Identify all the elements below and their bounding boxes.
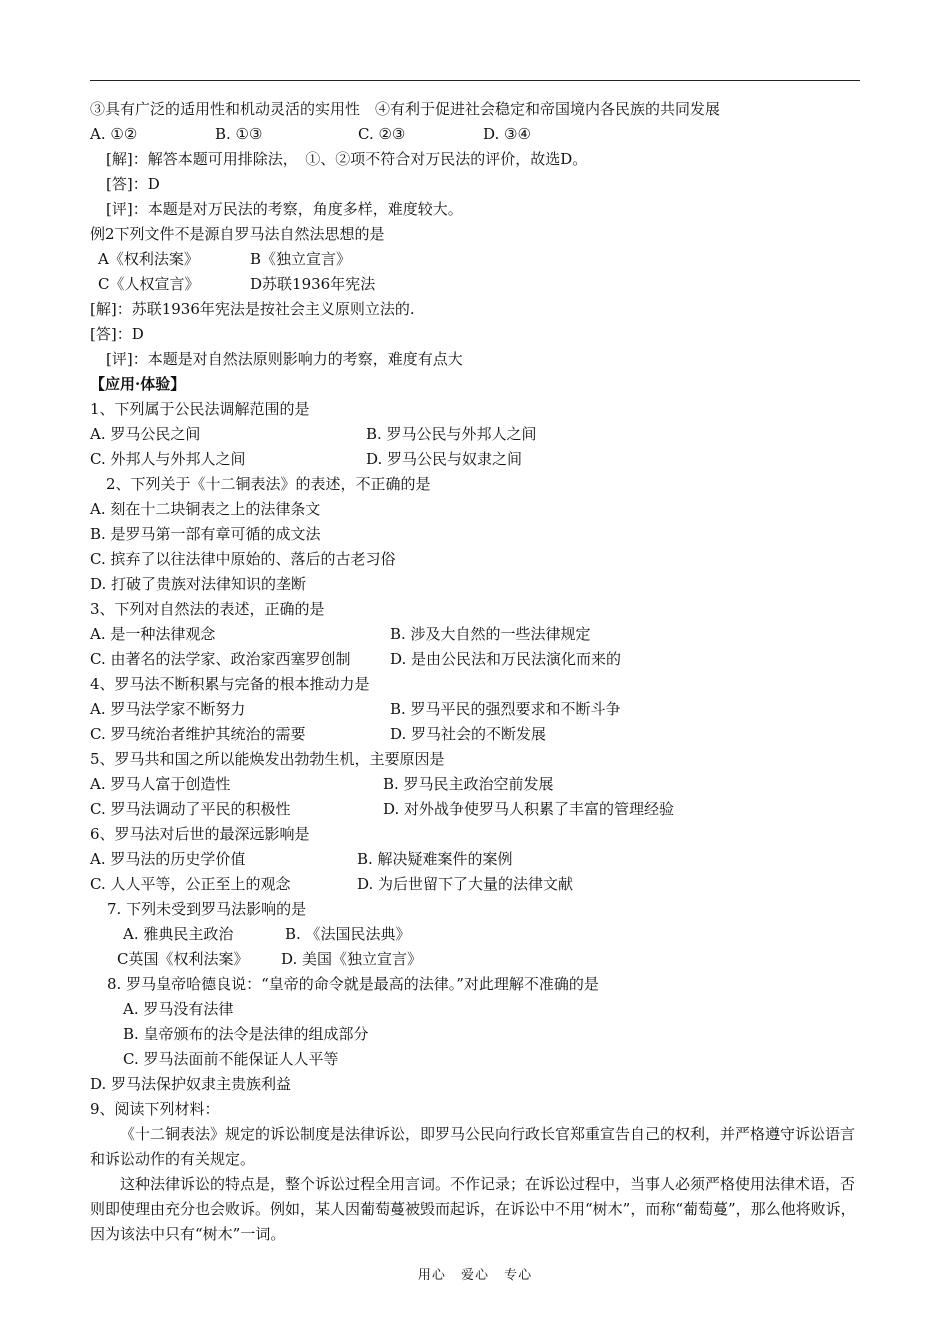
option-a: A. 罗马法的历史学价值 [90,850,246,868]
question-stem: 7. 下列未受到罗马法影响的是 [107,900,307,918]
page-footer: 用心 爱心 专心 [417,1268,533,1283]
header-rule [90,80,860,81]
option-d: D. 是由公民法和万民法演化而来的 [390,650,622,668]
option-c: C. 人人平等，公正至上的观念 [90,875,291,893]
document-body [90,97,880,1247]
option-d: D. 美国《独立宣言》 [281,950,423,968]
option-c: C. 罗马法面前不能保证人人平等 [123,1050,339,1068]
option-c: C. ②③ [358,125,406,143]
comment: [评]：本题是对自然法原则影响力的考察，难度有点大 [106,350,463,368]
option-b: B. ①③ [215,125,263,143]
option-a: A. ①② [90,125,138,143]
option-b: B. 罗马民主政治空前发展 [383,775,554,793]
option-a: A《权利法案》 [98,250,199,268]
option-c: C. 罗马法调动了平民的积极性 [90,800,291,818]
material-paragraph: 《十二铜表法》规定的诉讼制度是法律诉讼，即罗马公民向行政长官郑重宣告自己的权利，并严格遵守诉讼语言和诉讼动作的有关规定。 [90,1125,856,1168]
option-d: D. 打破了贵族对法律知识的垄断 [90,575,307,593]
option-a: A. 罗马法学家不断努力 [90,700,246,718]
options-row [90,647,880,672]
question-stem: 5、罗马共和国之所以能焕发出勃勃生机，主要原因是 [90,750,445,768]
option-d: D. 为后世留下了大量的法律文献 [357,875,574,893]
option-line: ③具有广泛的适用性和机动灵活的实用性 ④有利于促进社会稳定和帝国境内各民族的共同发展 [90,100,721,118]
option-d: D苏联1936年宪法 [250,275,376,293]
options-row [90,697,880,722]
question-stem: 4、罗马法不断积累与完备的根本推动力是 [90,675,370,693]
options-row [90,797,880,822]
option-c: C英国《权利法案》 [117,950,249,968]
option-a: A. 刻在十二块铜表之上的法律条文 [90,500,321,518]
option-a: A. 罗马人富于创造性 [90,775,231,793]
explanation: [解]：苏联1936年宪法是按社会主义原则立法的. [90,300,415,318]
option-b: B. 罗马公民与外邦人之间 [366,425,537,443]
options-row [90,847,880,872]
option-d: D. 罗马法保护奴隶主贵族利益 [90,1075,292,1093]
option-b: B. 解决疑难案件的案例 [357,850,513,868]
answer: [答]：D [90,325,144,343]
question-stem: 2、下列关于《十二铜表法》的表述，不正确的是 [106,475,431,493]
option-b: B. 涉及大自然的一些法律规定 [390,625,591,643]
option-b: B. 皇帝颁布的法令是法律的组成部分 [123,1025,369,1043]
question-stem: 3、下列对自然法的表述，正确的是 [90,600,325,618]
explanation: [解]：解答本题可用排除法， ①、②项不符合对万民法的评价，故选D。 [106,150,588,168]
option-a: A. 罗马公民之间 [90,425,201,443]
question-stem: 6、罗马法对后世的最深远影响是 [90,825,310,843]
options-row [90,622,880,647]
options-row [90,122,880,147]
option-a: A. 雅典民主政治 [123,925,234,943]
option-c: C. 外邦人与外邦人之间 [90,450,246,468]
option-d: D. 对外战争使罗马人积累了丰富的管理经验 [383,800,675,818]
options-row [90,947,880,972]
option-a: A. 是一种法律观念 [90,625,216,643]
example-question: 例2下列文件不是源自罗马法自然法思想的是 [90,225,385,243]
question-stem: 9、阅读下列材料： [90,1100,220,1118]
options-row [90,247,880,272]
material-paragraph: 这种法律诉讼的特点是，整个诉讼过程全用言词。不作记录；在诉讼过程中，当事人必须严格使用法律术语，否则即使理由充分也会败诉。例如，某人因葡萄蔓被毁而起诉，在诉讼中不用“树木”，而称“葡萄蔓”，那么他将败诉，因为该法中只有“树木”一词。 [90,1175,856,1243]
option-b: B. 罗马平民的强烈要求和不断斗争 [390,700,621,718]
answer: [答]：D [106,175,160,193]
option-b: B. 是罗马第一部有章可循的成文法 [90,525,321,543]
option-d: D. ③④ [483,125,531,143]
options-row [90,772,880,797]
options-row [90,872,880,897]
options-row [90,722,880,747]
option-b: B《独立宣言》 [250,250,352,268]
options-row [90,922,880,947]
question-stem: 1、下列属于公民法调解范围的是 [90,400,310,418]
options-row [90,447,880,472]
option-d: D. 罗马社会的不断发展 [390,725,547,743]
option-c: C. 摈弃了以往法律中原始的、落后的古老习俗 [90,550,396,568]
section-heading: 【应用·体验】 [90,375,186,393]
options-row [90,272,880,297]
option-a: A. 罗马没有法律 [123,1000,234,1018]
option-c: C. 罗马统治者维护其统治的需要 [90,725,306,743]
options-row [90,422,880,447]
option-c: C. 由著名的法学家、政治家西塞罗创制 [90,650,351,668]
option-c: C《人权宣言》 [98,275,200,293]
question-stem: 8. 罗马皇帝哈德良说：“皇帝的命令就是最高的法律。”对此理解不准确的是 [107,975,599,993]
option-d: D. 罗马公民与奴隶之间 [366,450,523,468]
comment: [评]：本题是对万民法的考察，角度多样，难度较大。 [106,200,463,218]
option-b: B. 《法国民法典》 [285,925,411,943]
